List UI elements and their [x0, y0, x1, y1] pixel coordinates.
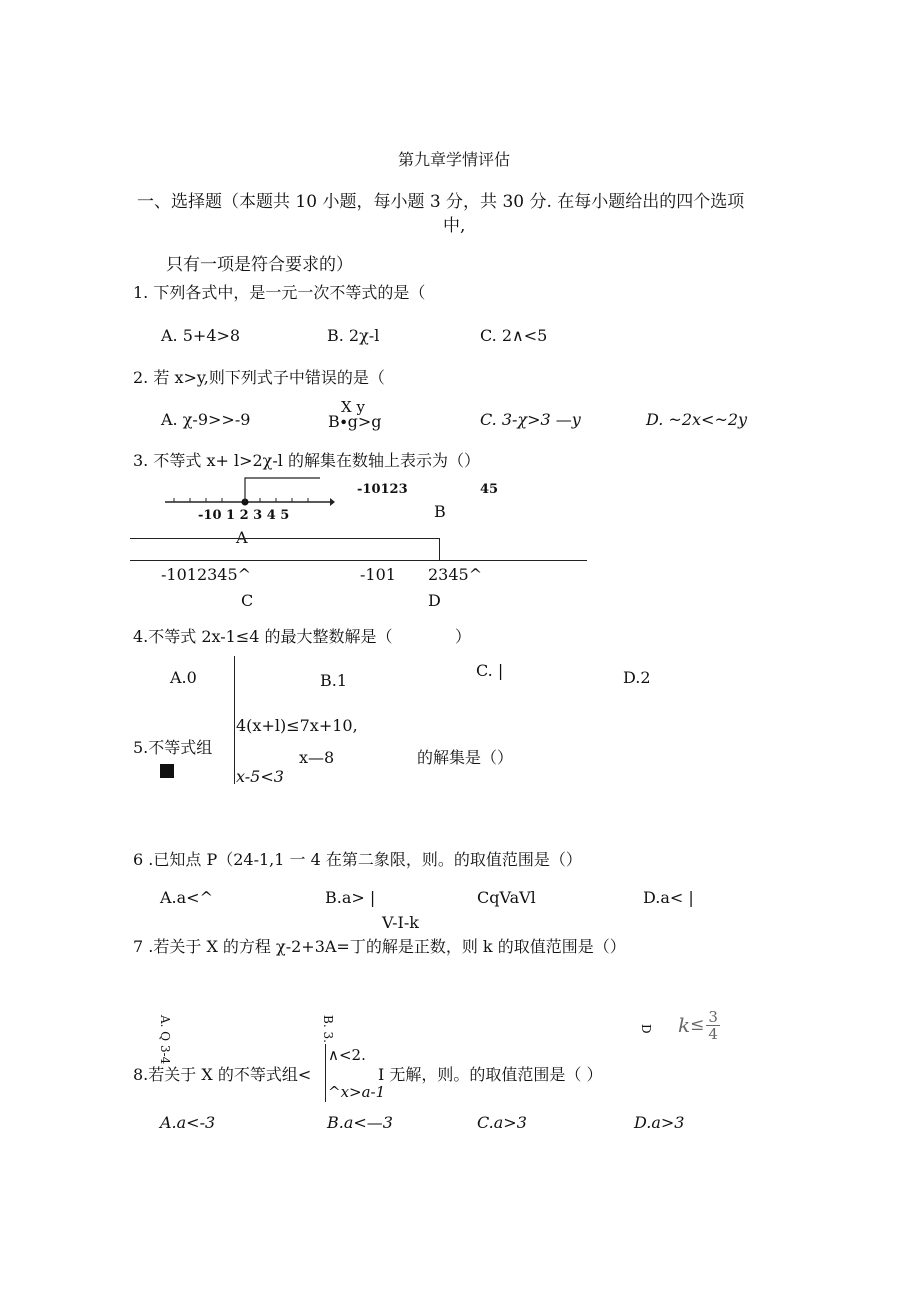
q7-d-relation: ≤: [690, 1015, 705, 1035]
q8-option-d: D.a>3: [634, 1113, 685, 1132]
q5-inequality-1: 4(x+l)≤7x+10,: [236, 716, 358, 735]
q2-option-b: B∙g>g: [328, 412, 382, 431]
q7-d-variable: k: [678, 1013, 691, 1037]
q3-c-upper-line: [130, 538, 440, 539]
q8-option-a: A.a<-3: [160, 1113, 216, 1132]
q2-option-a: A. χ-9>>-9: [161, 410, 251, 429]
q3-c-label: C: [241, 591, 254, 610]
q1-option-b: B. 2χ-l: [327, 326, 380, 345]
q8-stem-prefix: 8.若关于 X 的不等式组<: [133, 1065, 312, 1084]
section-heading: 一、选择题（本题共 10 小题，每小题 3 分，共 30 分. 在每小题给出的四个选项: [137, 192, 745, 212]
q8-option-c: C.a>3: [477, 1113, 527, 1132]
q7-option-b: B. 3.: [321, 1015, 335, 1043]
q7-d-fraction: [706, 1009, 720, 1042]
q4-stem-end: ）: [455, 627, 472, 646]
q5-system-brace: [234, 656, 235, 784]
q5-label: 5.不等式组: [133, 738, 213, 757]
q3-d-label: D: [428, 591, 441, 610]
q2-option-b-top: X y: [341, 398, 365, 416]
q3-a-ticks: -10 1 2 3 4 5: [198, 508, 290, 523]
q7-option-d-expression: [678, 1005, 720, 1045]
q2-option-c: C. 3-χ>3 —y: [480, 410, 581, 429]
q7-d-numerator: 3: [708, 1007, 718, 1026]
q3-b-ticks-right: 45: [480, 482, 499, 497]
page-title: 第九章学情评估: [398, 150, 511, 169]
square-mark-icon: [160, 764, 174, 778]
q3-d-ticks-right: 2345^: [428, 565, 483, 584]
q4-option-d: D.2: [623, 668, 651, 687]
q6-stem: 6 .已知点 P（24-1,1 一 4 在第二象限，则。的取值范围是（）: [133, 850, 582, 869]
q7-option-d: D: [639, 1024, 653, 1034]
q8-inequality-1: ∧<2.: [328, 1046, 366, 1064]
q3-cd-axis-line: [130, 560, 587, 561]
q7-fraction-numerator: V-I-k: [382, 913, 419, 932]
section-heading-note: 只有一项是符合要求的）: [166, 255, 353, 275]
q3-d-vertical-mark: [439, 538, 440, 560]
q3-d-ticks-left: -101: [360, 565, 396, 584]
q8-stem-tail: I 无解，则。的取值范围是（ ）: [378, 1065, 603, 1084]
q7-option-a: A. Q 3-4: [158, 1015, 172, 1065]
q5-inequality-3: x-5<3: [236, 767, 284, 786]
q6-option-c: CqVaVl: [477, 888, 536, 907]
q4-option-b: B.1: [320, 671, 348, 690]
q5-tail: 的解集是（）: [417, 748, 514, 767]
q4-stem: 4.不等式 2x-1≤4 的最大整数解是（: [133, 627, 393, 646]
section-heading-cont: 中,: [443, 216, 466, 236]
q4-option-a: A.0: [170, 668, 197, 687]
q8-inequality-2: ^x>a-1: [328, 1083, 386, 1101]
q2-stem: 2. 若 x>y,则下列式子中错误的是（: [133, 368, 385, 387]
q6-option-d: D.a< |: [643, 888, 694, 907]
q5-inequality-2: x—8: [299, 748, 335, 767]
q1-stem: 1. 下列各式中，是一元一次不等式的是（: [133, 283, 426, 302]
q3-b-ticks-left: -10123: [357, 482, 408, 497]
q8-option-b: B.a<—3: [327, 1113, 393, 1132]
q3-c-ticks: -1012345^: [161, 565, 252, 584]
q2-option-d: D. ~2x<~2y: [646, 410, 748, 429]
solution-ray: [245, 478, 320, 502]
q7-d-denominator: 4: [708, 1024, 718, 1043]
q4-option-c: C. |: [476, 661, 504, 680]
q1-option-c: C. 2∧<5: [480, 326, 548, 345]
q1-option-a: A. 5+4>8: [161, 326, 241, 345]
q3-b-label: B: [434, 502, 446, 521]
q6-option-a: A.a<^: [160, 888, 213, 907]
q7-stem: 7 .若关于 X 的方程 χ-2+3A=丁的解是正数，则 k 的取值范围是（）: [133, 937, 626, 956]
q3-stem: 3. 不等式 x+ l>2χ-l 的解集在数轴上表示为（）: [133, 451, 480, 470]
q8-system-brace: [325, 1044, 326, 1102]
axis-arrow: [330, 498, 335, 506]
q6-option-b: B.a> |: [325, 888, 376, 907]
